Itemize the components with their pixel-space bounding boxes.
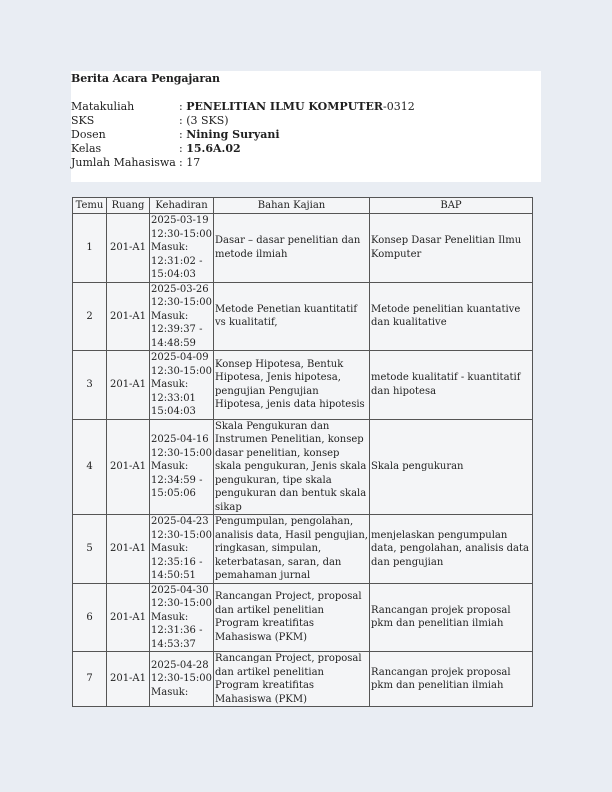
info-label: Dosen [71, 128, 106, 141]
info-label: Jumlah Mahasiswa [71, 156, 176, 169]
kehadiran-line: Masuk: [151, 461, 189, 472]
bap-text: Rancangan projek proposal pkm dan penelitian ilmiah [371, 604, 511, 630]
cell-bahan-kajian [214, 282, 370, 351]
cell-kehadiran [150, 214, 214, 283]
header-panel [71, 71, 541, 182]
table-row [73, 351, 533, 420]
cell-bap [370, 282, 533, 351]
cell-bap [370, 351, 533, 420]
info-value-rest: (3 SKS) [186, 114, 229, 127]
kehadiran-line: 2025-04-23 [151, 516, 209, 527]
info-value: : (3 SKS) [179, 114, 229, 127]
course-info [71, 100, 415, 170]
info-row-sks [71, 114, 415, 128]
bahan-kajian-text: Rancangan Project, proposal dan artikel penelitian Program kreatifitas Mahasiswa (PKM) [215, 653, 362, 705]
bahan-kajian-text: Rancangan Project, proposal dan artikel penelitian Program kreatifitas Mahasiswa (PKM) [215, 591, 362, 643]
kehadiran-line: 15:04:03 [151, 269, 196, 280]
kehadiran-line: Masuk: [151, 310, 189, 322]
kehadiran-line: 12:35:16 - [151, 556, 203, 568]
table-row [73, 652, 533, 707]
cell-temu: 4 [73, 419, 107, 515]
info-label: SKS [71, 114, 95, 127]
kehadiran-line: 12:31:02 - [151, 255, 203, 267]
bap-text: menjelaskan pengumpulan data, pengolahan, analisis data dan pengujian [371, 529, 529, 568]
cell-temu: 6 [73, 583, 107, 652]
document-title: Berita Acara Pengajaran [71, 72, 220, 85]
cell-ruang: 201-A1 [107, 419, 150, 515]
kehadiran-line: Masuk: [151, 379, 189, 390]
kehadiran-line: 14:50:51 [151, 570, 196, 581]
cell-kehadiran [150, 515, 214, 584]
bahan-kajian-text: Skala Pengukuran dan Instrumen Penelitian, konsep dasar penelitian, konsep skala pengukuran, Jenis skala pengukuran, tipe skala pengukuran dan bentuk skala sikap [215, 420, 367, 513]
kehadiran-line: 12:30-15:00 [151, 297, 213, 308]
cell-temu: 7 [73, 652, 107, 707]
cell-kehadiran [150, 652, 214, 707]
info-value-bold: PENELITIAN ILMU KOMPUTER [186, 100, 384, 113]
cell-bap [370, 652, 533, 707]
cell-bap [370, 214, 533, 283]
cell-ruang: 201-A1 [107, 583, 150, 652]
column-header-ruang: Ruang [107, 198, 150, 214]
kehadiran-line: 12:33:01 [151, 392, 196, 404]
cell-bahan-kajian [214, 515, 370, 584]
kehadiran-line: 12:39:37 - [151, 324, 203, 335]
kehadiran-line: 12:30-15:00 [151, 598, 213, 609]
kehadiran-line: 2025-03-26 [151, 283, 209, 295]
bap-text: Rancangan projek proposal pkm dan penelitian ilmiah [371, 666, 511, 691]
cell-bahan-kajian [214, 351, 370, 420]
info-value: : PENELITIAN ILMU KOMPUTER-0312 [179, 100, 415, 113]
cell-bap [370, 583, 533, 652]
cell-kehadiran [150, 282, 214, 351]
info-value-rest: -0312 [383, 100, 415, 113]
info-value-bold: Nining Suryani [186, 128, 280, 141]
cell-bahan-kajian [214, 419, 370, 515]
kehadiran-line: 2025-04-09 [151, 352, 209, 363]
cell-ruang: 201-A1 [107, 652, 150, 707]
kehadiran-line: Masuk: [151, 611, 189, 623]
info-value: : 15.6A.02 [179, 142, 241, 155]
kehadiran-line: Masuk: [151, 686, 189, 698]
cell-bap [370, 515, 533, 584]
bap-text: Metode penelitian kuantative dan kualitative [371, 303, 521, 329]
cell-kehadiran [150, 583, 214, 652]
kehadiran-line: 12:34:59 - [151, 474, 203, 486]
cell-temu: 3 [73, 351, 107, 420]
kehadiran-line: 2025-04-30 [151, 584, 209, 596]
info-value: : Nining Suryani [179, 128, 280, 141]
bahan-kajian-text: Konsep Hipotesa, Bentuk Hipotesa, Jenis hipotesa, pengujian Pengujian Hipotesa, jenis data hipotesis [215, 358, 365, 411]
column-header-bahan-kajian: Bahan Kajian [214, 198, 370, 214]
info-label: Kelas [71, 142, 102, 155]
table-header-row [73, 198, 533, 214]
kehadiran-line: 14:48:59 [151, 337, 196, 349]
attendance-table [72, 197, 533, 707]
kehadiran-line: 2025-03-19 [151, 215, 209, 226]
kehadiran-line: 12:30-15:00 [151, 673, 213, 685]
kehadiran-line: 12:31:36 - [151, 625, 203, 636]
bap-text: metode kualitatif - kuantitatif dan hipotesa [371, 372, 521, 397]
cell-bahan-kajian [214, 652, 370, 707]
bahan-kajian-text: Dasar – dasar penelitian dan metode ilmiah [215, 235, 361, 260]
column-header-kehadiran: Kehadiran [150, 198, 214, 214]
bahan-kajian-text: Pengumpulan, pengolahan, analisis data, Hasil pengujian, ringkasan, simpulan, keterbatasan, saran, dan pemahaman jurnal [215, 516, 368, 581]
cell-ruang: 201-A1 [107, 282, 150, 351]
cell-bahan-kajian [214, 583, 370, 652]
cell-ruang: 201-A1 [107, 515, 150, 584]
bap-text: Skala pengukuran [371, 461, 464, 472]
kehadiran-line: 12:30-15:00 [151, 529, 213, 541]
bap-text: Konsep Dasar Penelitian Ilmu Komputer [371, 235, 522, 260]
table-row [73, 583, 533, 652]
table-row [73, 419, 533, 515]
cell-temu: 5 [73, 515, 107, 584]
column-header-bap: BAP [370, 198, 533, 214]
cell-kehadiran [150, 419, 214, 515]
attendance-table-wrapper [72, 197, 533, 707]
cell-ruang: 201-A1 [107, 214, 150, 283]
kehadiran-line: 12:30-15:00 [151, 228, 213, 240]
table-row [73, 515, 533, 584]
table-row [73, 282, 533, 351]
kehadiran-line: 15:05:06 [151, 488, 196, 499]
cell-temu: 2 [73, 282, 107, 351]
kehadiran-line: Masuk: [151, 242, 189, 253]
info-row-kelas [71, 142, 415, 156]
cell-temu: 1 [73, 214, 107, 283]
info-row-jumlah-mahasiswa [71, 156, 415, 170]
kehadiran-line: 12:30-15:00 [151, 447, 213, 459]
cell-kehadiran [150, 351, 214, 420]
kehadiran-line: 14:53:37 [151, 638, 196, 650]
cell-bahan-kajian [214, 214, 370, 283]
kehadiran-line: 2025-04-16 [151, 434, 209, 445]
info-row-matakuliah [71, 100, 415, 114]
cell-ruang: 201-A1 [107, 351, 150, 420]
cell-bap [370, 419, 533, 515]
info-value: : 17 [179, 156, 201, 169]
bahan-kajian-text: Metode Penetian kuantitatif vs kualitatif, [215, 303, 358, 329]
info-value-bold: 15.6A.02 [186, 142, 241, 155]
kehadiran-line: Masuk: [151, 543, 189, 554]
kehadiran-line: 2025-04-28 [151, 659, 209, 671]
info-label: Matakuliah [71, 100, 135, 113]
kehadiran-line: 15:04:03 [151, 406, 196, 417]
info-value-rest: 17 [186, 156, 201, 169]
table-row [73, 214, 533, 283]
kehadiran-line: 12:30-15:00 [151, 365, 213, 377]
column-header-temu: Temu [73, 198, 107, 214]
info-row-dosen [71, 128, 415, 142]
